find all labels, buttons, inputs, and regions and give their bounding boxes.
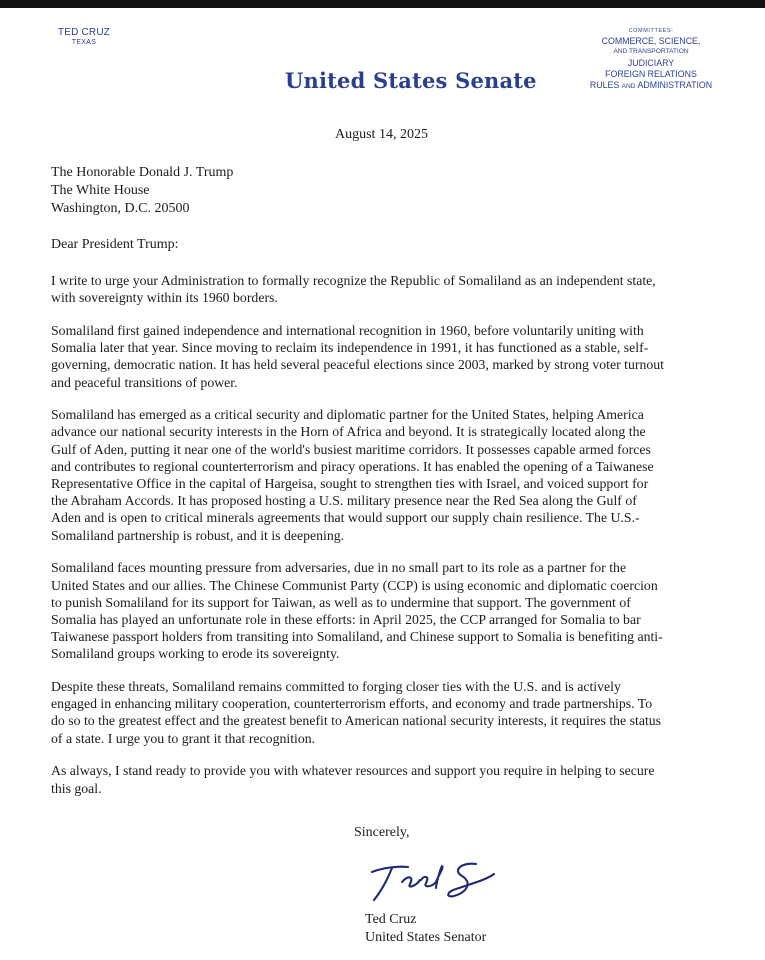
paragraph: Somaliland faces mounting pressure from adversaries, due in no small part to its role as a partner for the United States and our allies. The Chinese Communist Party (CCP) is using economic and diplomatic coercion to punish Somaliland for its support for Taiwan, as well as to undermine that support. The government of Somalia has played an unfortunate role in these efforts: in April 2025, the CCP arranged for Somalia to bar Taiwanese passport holders from transiting into Somaliland, and Chinese support to Somalia is benefiting anti- Somaliland groups working to erode its sovereignty. [51,560,663,662]
signer-title: United States Senator [365,929,487,945]
letter-date: August 14, 2025 [335,127,428,142]
senator-state: TEXAS [71,39,97,46]
committees-list [584,27,718,93]
committee-item: FOREIGN RELATIONS [605,68,697,79]
committee-item: RULES AND ADMINISTRATION [589,79,713,90]
senator-header [56,27,112,46]
committee-item: AND TRANSPORTATION [613,47,689,55]
signer-name: Ted Cruz [365,912,417,927]
paragraph: Despite these threats, Somaliland remains committed to forging closer ties with the U.S. and is actively engaged in enhancing military cooperation, counterterrorism efforts, and economy and trade partnerships. To do so to the greatest effect and the greatest benefit to American national security interests, it requires the status of a state. I urge you to grant it that recognition. [51,679,662,746]
senate-title: United States Senate [285,68,537,93]
top-border [0,0,765,8]
committee-item: COMMERCE, SCIENCE, [601,36,701,46]
recipient-line: The White House [51,183,150,198]
recipient-line: The Honorable Donald J. Trump [51,165,234,180]
paragraph: Somaliland has emerged as a critical security and diplomatic partner for the United States, helping America advance our national security interests in the Horn of Africa and beyond. It is strategically located along the Gulf of Aden, putting it near one of the world's busiest maritime corridors. It possesses capable armed forces and contributes to regional counterterrorism and piracy operations. It has enabled the opening of a Taiwanese Representative Office in the capital of Hargeisa, sought to strengthen ties with Israel, and voiced support for the Abraham Accords. It has proposed hosting a U.S. military presence near the Red Sea along the Gulf of Aden and is open to critical minerals agreements that would support our supply chain resilience. The U.S.- Somaliland partnership is robust, and it is deepening. [51,407,654,543]
signer-block [365,911,486,946]
letter-body [51,272,731,812]
paragraph: As always, I stand ready to provide you with whatever resources and support you require in helping to secure this goal. [51,763,655,796]
signature-image [366,858,500,904]
paragraph: I write to urge your Administration to formally recognize the Republic of Somaliland as an independent state, with sovereignty within its 1960 borders. [51,273,656,306]
recipient-address [51,164,233,218]
paragraph: Somaliland first gained independence and international recognition in 1960, before voluntarily uniting with Somalia later that year. Since moving to reclaim its independence in 1991, it has functioned as a stable, self- governing, democratic nation. It has held several peaceful elections since 2003, marked by strong voter turnout and peaceful transitions of power. [51,322,664,390]
recipient-line: Washington, D.C. 20500 [51,201,190,216]
salutation: Dear President Trump: [51,237,179,252]
closing: Sincerely, [354,825,410,840]
senator-name: TED CRUZ [57,27,111,38]
committee-item: JUDICIARY [627,57,675,68]
committees-heading: COMMITTEES: [628,28,674,34]
